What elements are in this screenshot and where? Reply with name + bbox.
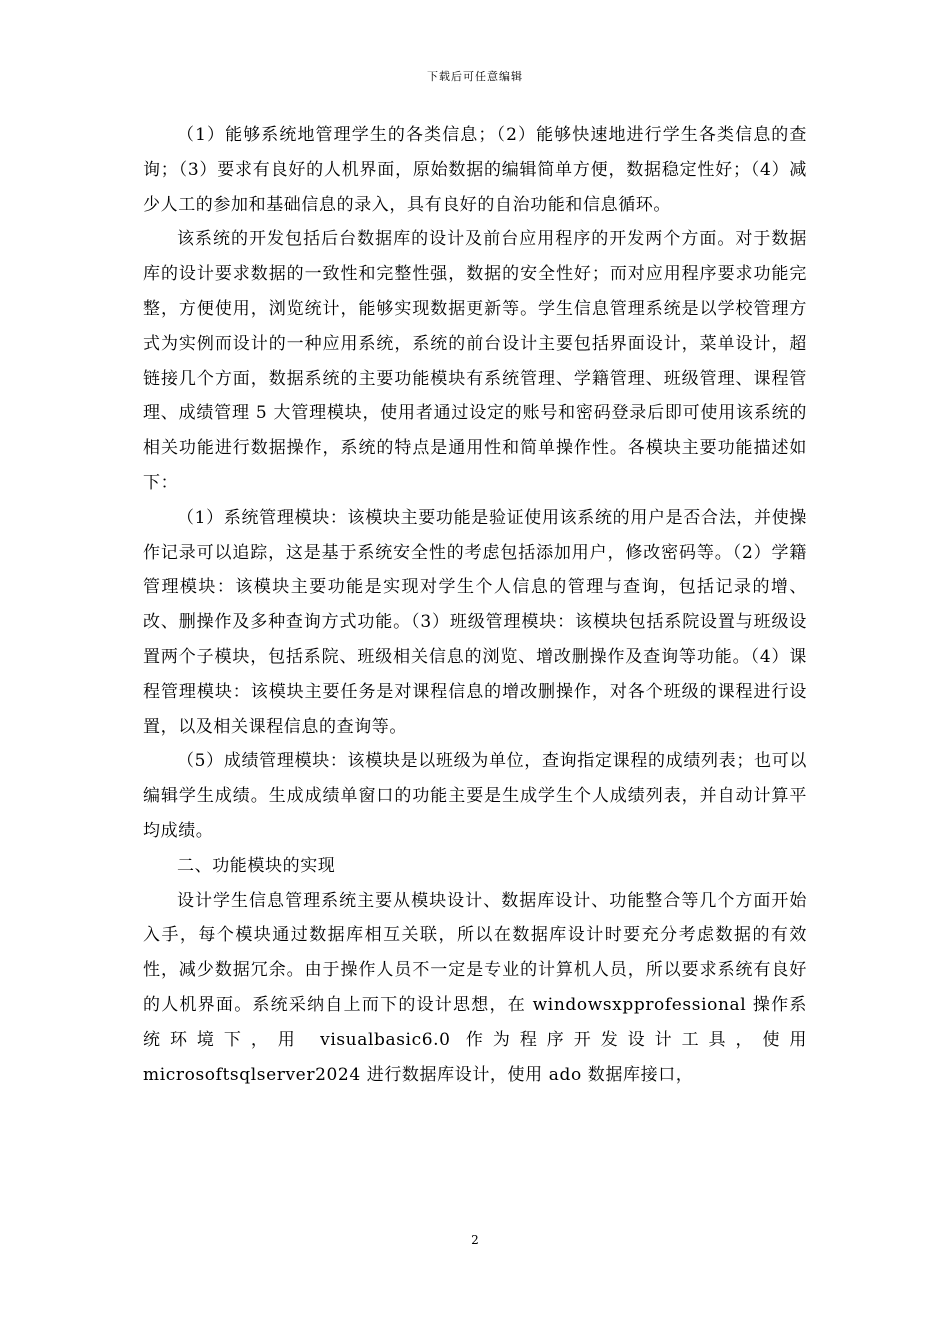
paragraph-module-5: （5）成绩管理模块：该模块是以班级为单位，查询指定课程的成绩列表；也可以编辑学生成绩。生成成绩单窗口的功能主要是生成学生个人成绩列表，并自动计算平均成绩。 — [143, 751, 807, 841]
page-number: 2 — [471, 1233, 479, 1247]
body-text — [143, 118, 807, 1092]
paragraph-system-overview: 该系统的开发包括后台数据库的设计及前台应用程序的开发两个方面。对于数据库的设计要求数据的一致性和完整性强，数据的安全性好；而对应用程序要求功能完整，方便使用，浏览统计，能够实现数据更新等。学生信息管理系统是以学校管理方式为实例而设计的一种应用系统，系统的前台设计主要包括界面设计，菜单设计，超链接几个方面，数据系统的主要功能模块有系统管理、学籍管理、班级管理、课程管理、成绩管理 5 大管理模块，使用者通过设定的账号和密码登录后即可使用该系统的相关功能进行数据操作，系统的特点是通用性和简单操作性。各模块主要功能描述如下： — [143, 229, 807, 493]
section-heading: 二、功能模块的实现 — [177, 855, 336, 876]
paragraph-modules-1-4: （1）系统管理模块：该模块主要功能是验证使用该系统的用户是否合法，并使操作记录可以追踪，这是基于系统安全性的考虑包括添加用户，修改密码等。（2）学籍管理模块：该模块主要功能是实现对学生个人信息的管理与查询，包括记录的增、改、删操作及多种查询方式功能。（3）班级管理模块：该模块包括系院设置与班级设置两个子模块，包括系院、班级相关信息的浏览、增改删操作及查询等功能。（4）课程管理模块：该模块主要任务是对课程信息的增改删操作，对各个班级的课程进行设置，以及相关课程信息的查询等。 — [143, 507, 807, 737]
paragraph-requirements: （1）能够系统地管理学生的各类信息；（2）能够快速地进行学生各类信息的查询；（3）要求有良好的人机界面，原始数据的编辑简单方便，数据稳定性好；（4）减少人工的参加和基础信息的录入，具有良好的自治功能和信息循环。 — [143, 125, 807, 215]
paragraph-implementation: 设计学生信息管理系统主要从模块设计、数据库设计、功能整合等几个方面开始入手，每个模块通过数据库相互关联，所以在数据库设计时要充分考虑数据的有效性，减少数据冗余。由于操作人员不一定是专业的计算机人员，所以要求系统有良好的人机界面。系统采纳自上而下的设计思想，在 windowsxpprofessional 操作系统环境下，用 visualbasic6.0 作为程序开发设计工具，使用 microsoftsqlserver2024 进行数据库设计，使用 ado 数据库接口， — [143, 890, 807, 1085]
page-header: 下载后可任意编辑 — [427, 70, 523, 83]
